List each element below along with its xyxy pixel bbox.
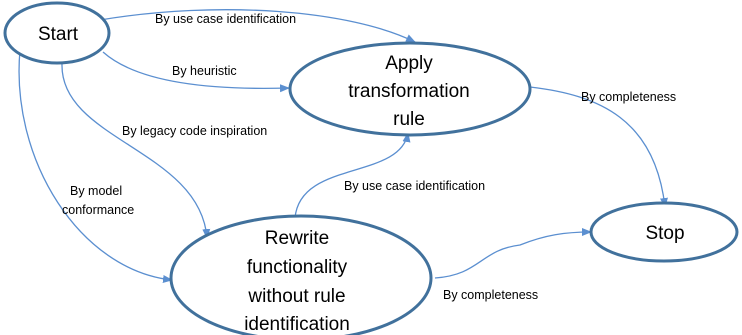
apply-node-line-2: transformation <box>348 81 470 102</box>
edge-apply-to-stop <box>530 87 665 207</box>
edge-label-rewrite-stop: By completeness <box>443 288 539 302</box>
edge-label-start-apply-usecase: By use case identification <box>155 12 297 26</box>
apply-node-line-3: rule <box>393 109 425 130</box>
rewrite-node-line-3: without rule <box>248 286 346 307</box>
start-node-label: Start <box>37 24 79 45</box>
edge-label-start-rewrite-model-2: conformance <box>62 203 135 217</box>
rewrite-node-line-4: identification <box>244 314 350 335</box>
edge-rewrite-to-stop <box>435 232 591 278</box>
edge-start-to-rewrite-model <box>19 50 172 280</box>
edge-label-apply-stop: By completeness <box>581 90 677 104</box>
edge-label-start-rewrite-legacy: By legacy code inspiration <box>122 124 268 138</box>
edge-label-start-apply-heuristic: By heuristic <box>172 64 237 78</box>
edge-rewrite-to-apply-usecase <box>295 133 408 218</box>
edge-label-rewrite-apply-usecase: By use case identification <box>344 179 486 193</box>
stop-node-label: Stop <box>645 223 685 244</box>
edge-label-start-rewrite-model-1: By model <box>70 184 123 198</box>
apply-node-line-1: Apply <box>385 53 433 74</box>
rewrite-node-line-1: Rewrite <box>264 228 330 249</box>
rewrite-node-line-2: functionality <box>246 257 348 278</box>
